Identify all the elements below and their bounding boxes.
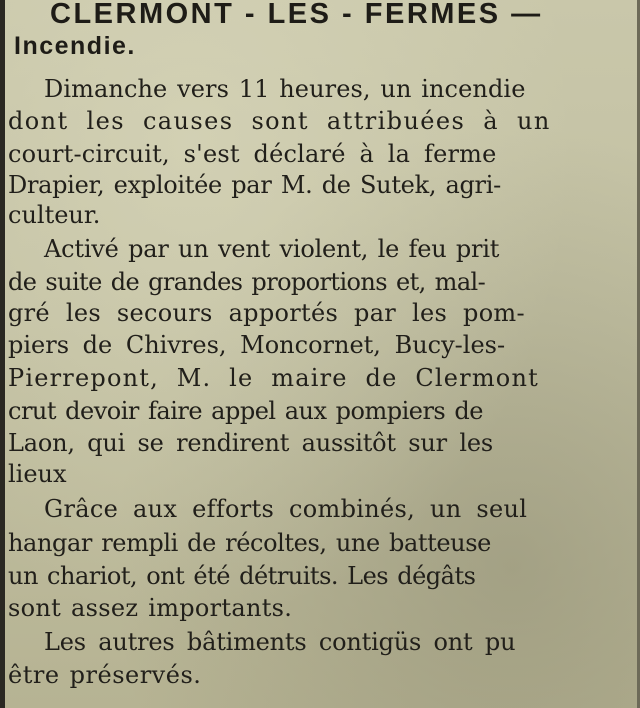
body-line: dont les causes sont attribuées à un	[8, 107, 551, 135]
body-line: Activé par un vent violent, le feu prit	[44, 235, 500, 263]
body-line: Pierrepont, M. le maire de Clermont	[8, 364, 539, 392]
body-line: lieux	[8, 460, 67, 488]
headline-subject: Incendie.	[14, 32, 136, 60]
body-line: hangar rempli de récoltes, une batteuse	[8, 529, 491, 557]
body-line: gré les secours apportés par les pom-	[8, 299, 525, 327]
body-line: crut devoir faire appel aux pompiers de	[8, 397, 483, 425]
body-line: culteur.	[8, 201, 101, 229]
column-rule-left	[0, 0, 5, 708]
body-line: piers de Chivres, Moncornet, Bucy-les-	[8, 331, 506, 359]
body-line: Grâce aux efforts combinés, un seul	[44, 495, 528, 523]
body-line: Drapier, exploitée par M. de Sutek, agri-	[8, 171, 501, 199]
body-line: un chariot, ont été détruits. Les dégâts	[8, 562, 476, 590]
body-line: de suite de grandes proportions et, mal-	[8, 268, 486, 296]
body-line: être préservés.	[8, 661, 202, 689]
body-line: Les autres bâtiments contigüs ont pu	[44, 628, 516, 656]
body-line: Laon, qui se rendirent aussitôt sur les	[8, 429, 493, 457]
body-line: sont assez importants.	[8, 594, 293, 622]
body-line: Dimanche vers 11 heures, un incendie	[44, 75, 526, 103]
headline-place: CLERMONT - LES - FERMES —	[50, 0, 543, 30]
body-line: court-circuit, s'est déclaré à la ferme	[8, 140, 497, 168]
